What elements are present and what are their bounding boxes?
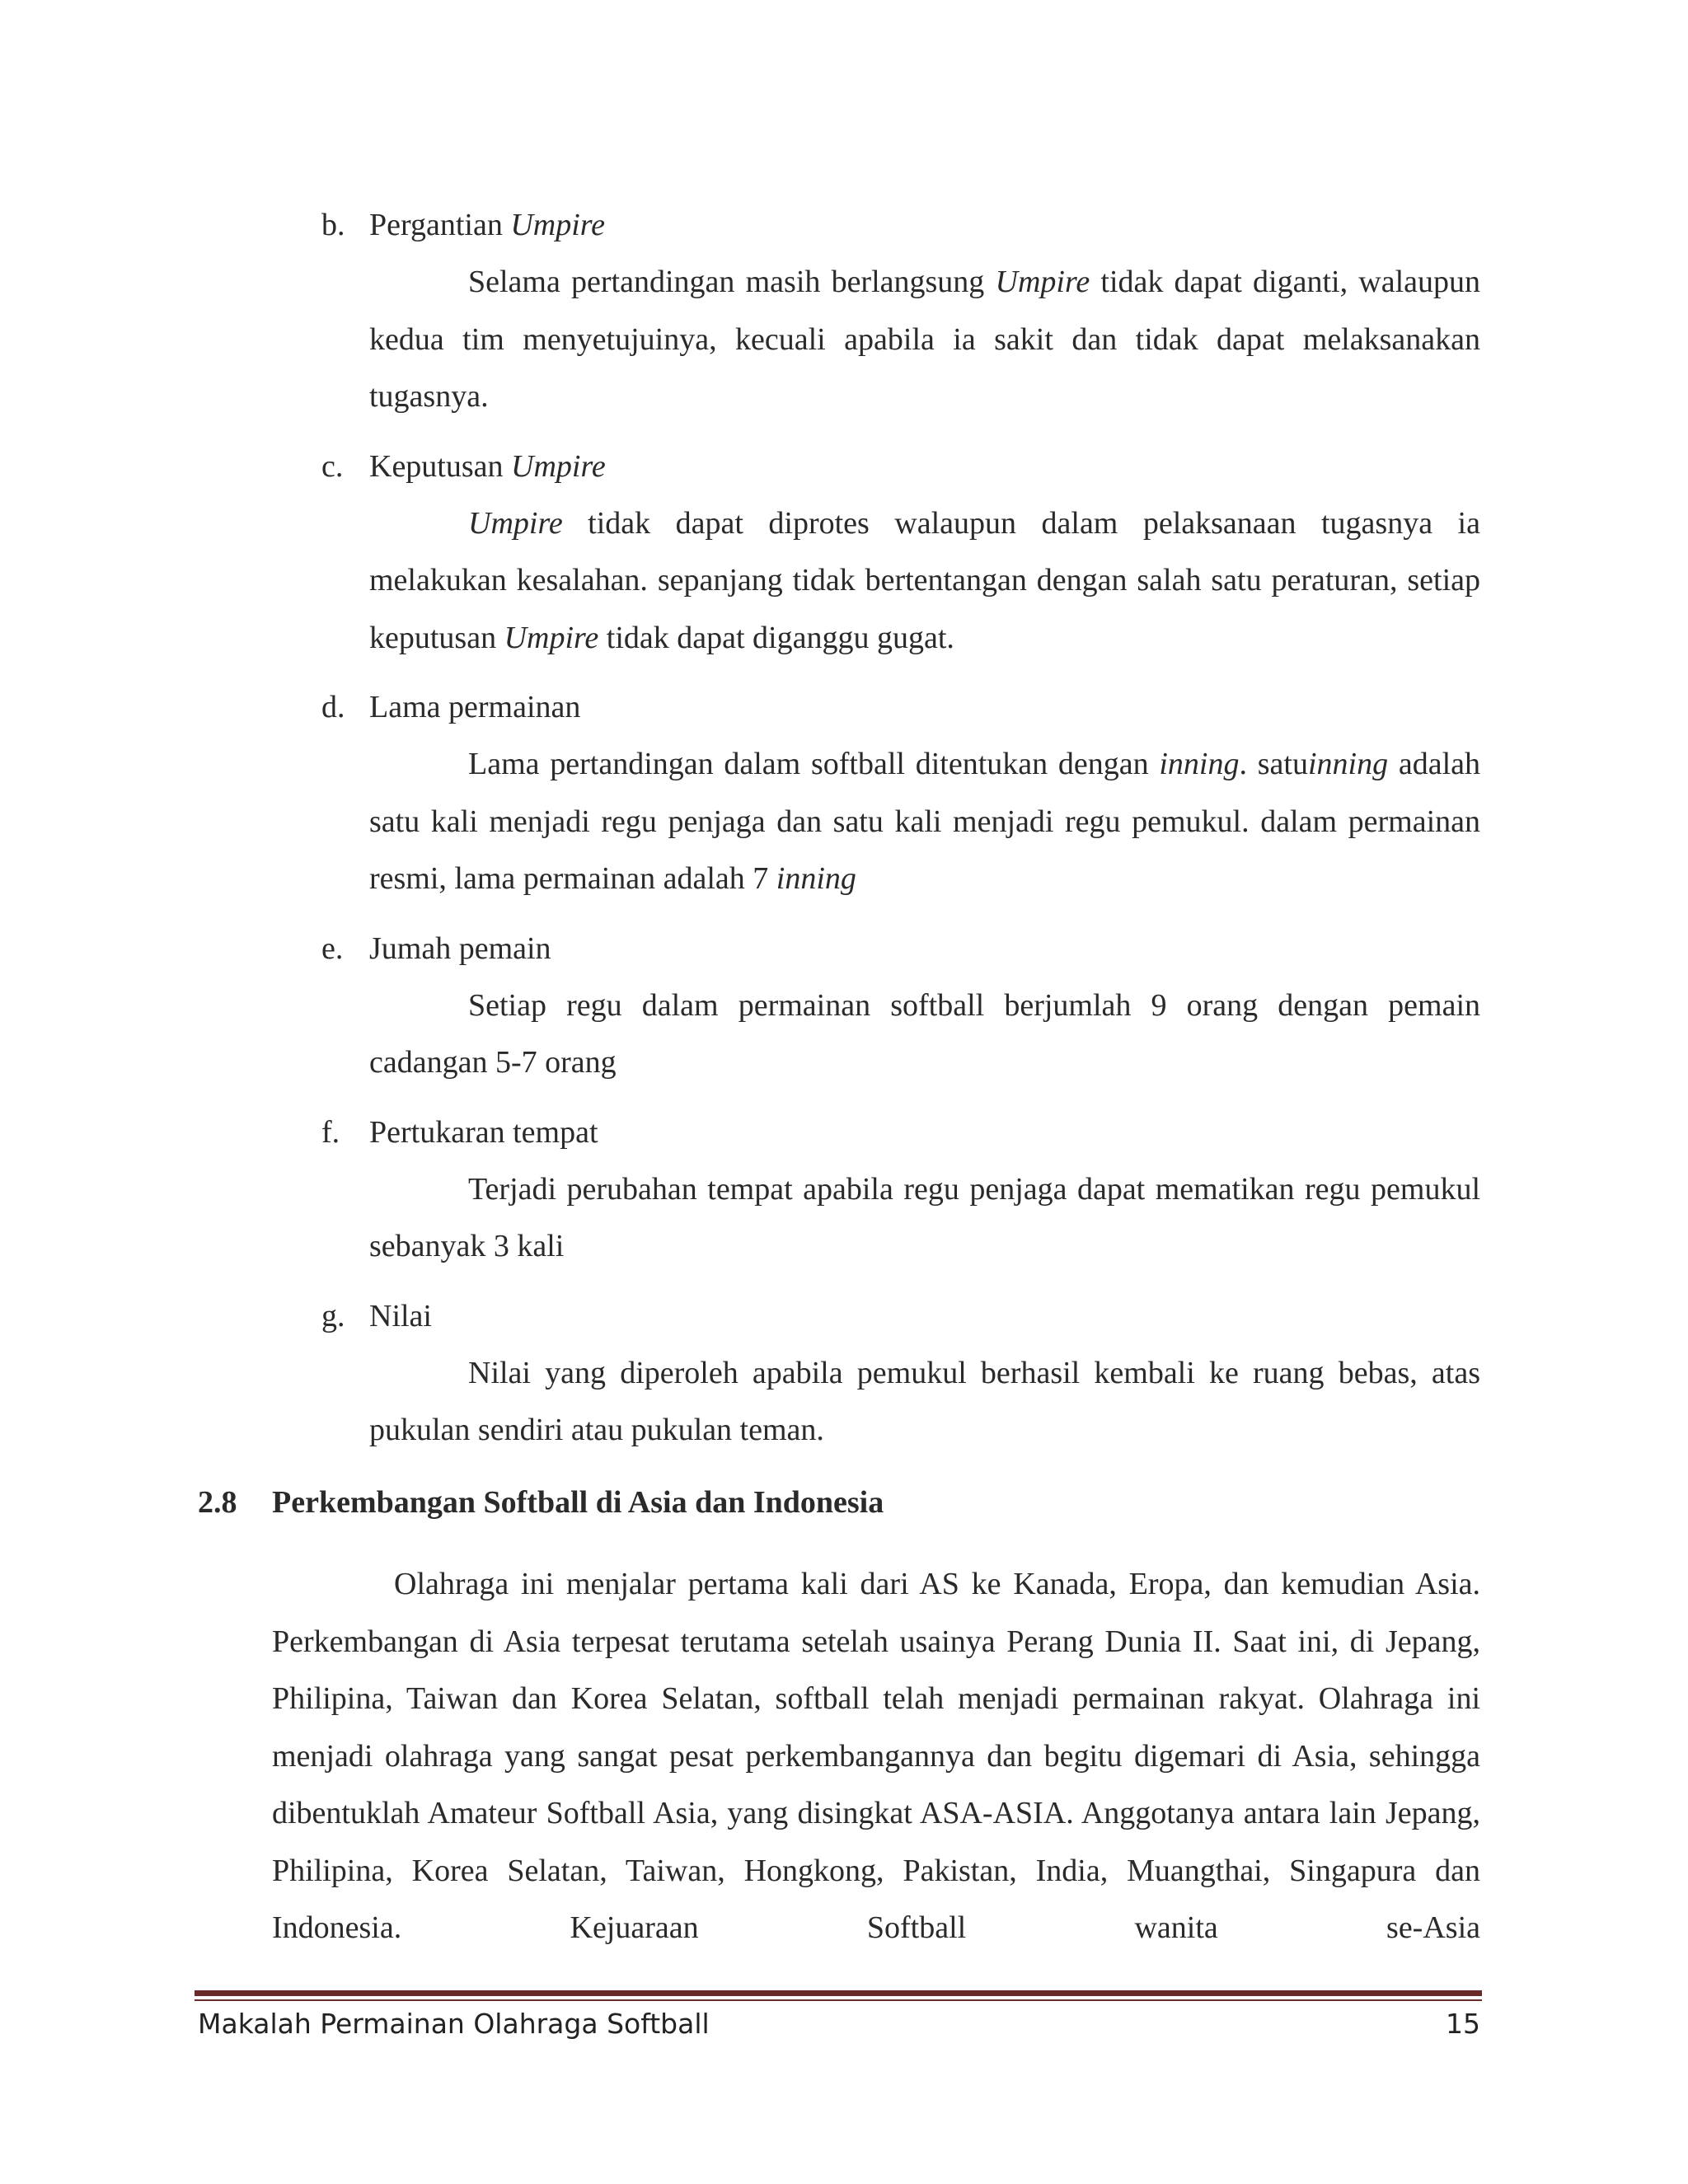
- list-item: [0, 196, 1688, 426]
- list-item-paragraph: Lama pertandingan dalam softball ditentukan dengan inning. satuinning adalah satu kali menjadi regu penjaga dan satu kali menjadi regu pemukul. dalam permainan resmi, lama permainan adalah 7 inning: [369, 747, 1481, 896]
- footer-rule-thick: [195, 1990, 1482, 1996]
- list-item: [0, 678, 1688, 908]
- section-title: Perkembangan Softball di Asia dan Indonesia: [272, 1485, 884, 1520]
- list-item-title: [369, 1287, 432, 1345]
- rules-list: [0, 196, 1688, 1471]
- list-item: [0, 1287, 1688, 1460]
- list-item-paragraph: Setiap regu dalam permainan softball berjumlah 9 orang dengan pemain cadangan 5-7 orang: [369, 987, 1480, 1080]
- list-item-marker: f.: [321, 1114, 340, 1150]
- list-item-title: [369, 196, 605, 254]
- list-item-title-text: Keputusan: [369, 448, 512, 484]
- footer-document-title: Makalah Permainan Olahraga Softball: [198, 2008, 710, 2040]
- section-number: 2.8: [198, 1485, 237, 1520]
- list-item-heading: [0, 438, 1688, 495]
- list-item-heading: [0, 678, 1688, 736]
- list-item-paragraph: Selama pertandingan masih berlangsung Umpire tidak dapat diganti, walaupun kedua tim menyetujuinya, kecuali apabila ia sakit dan tidak dapat melaksanakan tugasnya.: [369, 265, 1481, 414]
- list-item-paragraph: Umpire tidak dapat diprotes walaupun dalam pelaksanaan tugasnya ia melakukan kesalahan. sepanjang tidak bertentangan dengan salah satu peraturan, setiap keputusan Umpire tidak dapat diganggu gugat.: [369, 505, 1480, 655]
- list-item-title-text: Jumah pemain: [369, 930, 551, 966]
- list-item: [0, 438, 1688, 668]
- list-item-title-italic: Umpire: [511, 448, 606, 484]
- list-item-heading: [0, 1287, 1688, 1345]
- section-body-paragraph: Olahraga ini menjalar pertama kali dari AS ke Kanada, Eropa, dan kemudian Asia. Perkembangan di Asia terpesat terutama setelah usainya Perang Dunia II. Saat ini, di Jepang, Philipina, Taiwan dan Korea Selatan, softball telah menjadi permainan rakyat. Olahraga ini menjadi olahraga yang sangat pesat perkembangannya dan begitu digemari di Asia, sehingga dibentuklah Amateur Softball Asia, yang disingkat ASA-ASIA. Anggotanya antara lain Jepang, Philipina, Korea Selatan, Taiwan, Hongkong, Pakistan, India, Muangthai, Singapura dan Indonesia. Kejuaraan Softball wanita se-Asia: [272, 1567, 1480, 1945]
- list-item-heading: [0, 196, 1688, 254]
- footer-page-number: 15: [1446, 2008, 1480, 2040]
- list-item-title: [369, 678, 580, 736]
- list-item-paragraph: Terjadi perubahan tempat apabila regu penjaga dapat mematikan regu pemukul sebanyak 3 kali: [369, 1171, 1480, 1263]
- list-item-marker: g.: [321, 1298, 345, 1333]
- section-heading: [198, 1474, 1599, 1531]
- list-item-title: [369, 1104, 598, 1161]
- list-item-heading: [0, 1104, 1688, 1161]
- page-footer: [198, 2008, 1480, 2049]
- list-item-marker: d.: [321, 690, 345, 724]
- list-item: [0, 1104, 1688, 1276]
- list-item-paragraph: Nilai yang diperoleh apabila pemukul berhasil kembali ke ruang bebas, atas pukulan sendiri atau pukulan teman.: [369, 1355, 1480, 1447]
- list-item-title: [369, 438, 606, 495]
- list-item: [0, 920, 1688, 1092]
- list-item-marker: e.: [321, 930, 344, 966]
- list-item-title-text: Pertukaran tempat: [369, 1114, 598, 1150]
- list-item-title-italic: Umpire: [510, 208, 606, 242]
- list-item-marker: b.: [321, 208, 345, 242]
- list-item-heading: [0, 920, 1688, 977]
- list-item-marker: c.: [321, 448, 344, 484]
- list-item-title-text: Pergantian: [369, 208, 511, 242]
- footer-rule-thin: [195, 1999, 1482, 2001]
- list-item-title: [369, 920, 551, 977]
- list-item-title-text: Nilai: [369, 1298, 432, 1333]
- list-item-title-text: Lama permainan: [369, 690, 581, 724]
